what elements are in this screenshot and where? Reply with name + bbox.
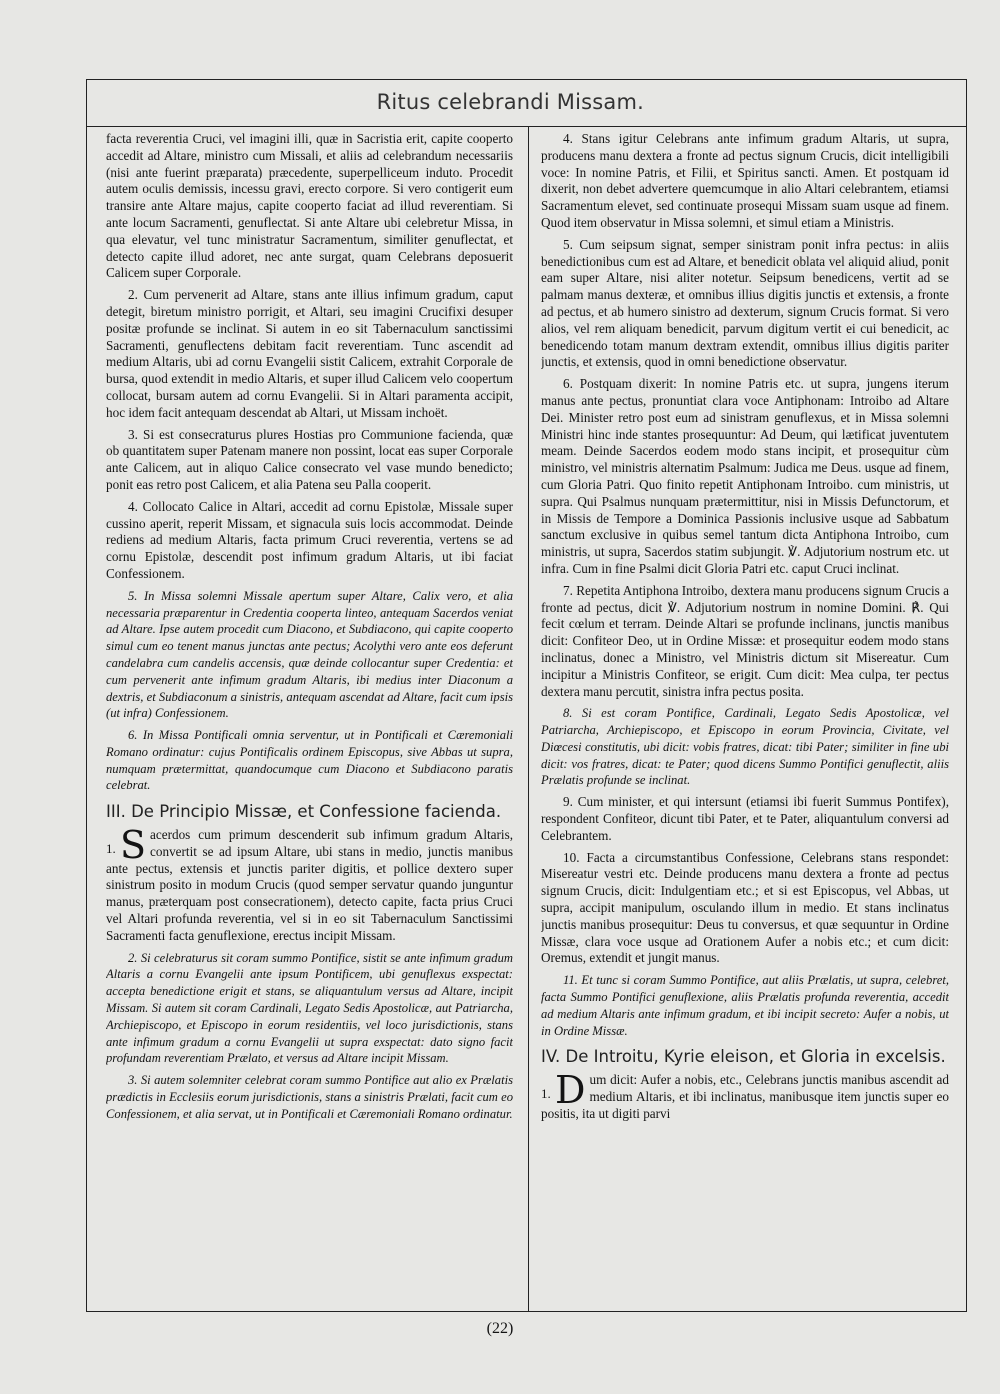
rubric-paragraph: 8. Si est coram Pontifice, Cardinali, Legato Sedis Apostolicæ, vel Patriarcha, Archiepiscopo, et Episcopo in eorum Provincia, Civitate, vel Diœcesi constitutis, ubi dicit: vobis fratres, dicat: tibi Pater; similiter in fine ubi dicit: vos fratres, dicat: te Pater; quod dicens Summo Pontifici genuflectit, aliis Prælatis profunde se inclinat. — [541, 706, 949, 788]
header-title: Ritus celebrandi Missam. — [376, 90, 644, 114]
paragraph: 3. Si est consecraturus plures Hostias pro Communione facienda, quæ ob quantitatem super Patenam manere non possint, locat eas super Corporale ante Calicem, aut in aliquo Calice consecrato vel vase mundo benedicto; ponit eas retro post Calicem, et alia Patena seu Palla cooperit. — [106, 426, 513, 492]
paragraph: 5. Cum seipsum signat, semper sinistram ponit infra pectus: in aliis benedictionibus cum est ad Altare, et benedicit oblata vel aliquid aliud, ponit eam super Altare, nisi aliter notetur. Seipsum benedicens, vertit ad se palmam manus dexteræ, et omnibus illius digitis junctis et extensis, a fronte ad pectus, et ab humero sinistro ad dexterum, signum Crucis format. Si vero alios, vel rem aliquam benedicit, parvum digitum vertit ei cui benedicit, ac benedicendo totam manum dextram extendit, omnibus illius digitis pariter junctis, et extensis, quod in omni benedictione observatur. — [541, 236, 949, 370]
rubric-paragraph: 6. In Missa Pontificali omnia serventur, ut in Pontificali et Cæremoniali Romano ordinatur: cujus Pontificalis ordinem Episcopus, sive Abbas ut supra, numquam prætermittat, quandocumque cum Diacono et Subdiacono paratis celebrat. — [106, 728, 513, 793]
rubric-paragraph: 5. In Missa solemni Missale apertum super Altare, Calix vero, et alia necessaria præparentur in Credentia cooperta linteo, antequam Sacerdos veniat ad Altare. Ipse autem procedit cum Diacono, et Subdiacono, qui capite cooperto simul cum eo tenent manus junctas ante pectus; Acolythi vero ante eos deferunt candelabra cum candelis accensis, quæ deinde collocantur super Credentia: et cum pervenerit ante infimum gradum Altaris, ibi medius inter Diaconum a dextris, et Subdiaconum a sinistris, antequam ascendat ad Altare, facit cum ipsis (ut infra) Confessionem. — [106, 588, 513, 721]
section-heading: III. De Principio Missæ, et Confessione facienda. — [106, 802, 502, 822]
right-column — [541, 131, 949, 1305]
section-first-paragraph — [106, 827, 513, 950]
drop-cap: S — [120, 827, 147, 868]
page-number: (22) — [486, 1320, 514, 1337]
section-first-paragraph — [541, 1072, 949, 1122]
rubric-paragraph: 2. Si celebraturus sit coram summo Pontifice, sistit se ante infimum gradum Altaris a cornu Evangelii ante ipsum Pontificem, ubi genuflexus exspectat: accepta benedictione erigit et stans, se aliquantulum versus ad Altare, incipit Missam. Si autem sit coram Cardinali, Legato Sedis Apostolicæ, aut Patriarcha, Archiepiscopo, et Episcopo in eorum residentiis, vel loco jurisdictionis, stans ante infimum gradum a cornu Evangelii ut supra exspectat: dato signo facit profundam reverentiam Prælato, et versus ad Altare incipit Missam. — [106, 950, 513, 1066]
paragraph: acerdos cum primum descenderit sub infimum gradum Altaris, convertit se ad ipsum Altare, ubi stans in medio, junctis manibus ante pectus, extensis et junctis pariter digitis, et pollice dextero super sinistrum posito in modum Crucis (quod semper servatur quando junguntur manus, præterquam post consecrationem), detecto capite, facta prius Cruci vel Altari profunda reverentia, vel si in eo sit Tabernaculum Sanctissimi Sacramenti facta genuflexione, erectus incipit Missam. — [106, 827, 513, 943]
column-divider — [528, 126, 529, 1311]
paragraph: 4. Stans igitur Celebrans ante infimum gradum Altaris, ut supra, producens manu dextera a fronte ad pectus signum Crucis, dicit intelligibili voce: In nomine Patris, et Filii, et Spiritus sancti. Amen. Et postquam id dixerit, non debet advertere quemcumque in alio Altari celebrantem, etiamsi Sacramentum elevet, sed continuate prosequi Missam suam usque ad finem. Quod item observatur in Missa solemni, et simul etiam a Ministris. — [541, 131, 949, 230]
paragraph: 6. Postquam dixerit: In nomine Patris etc. ut supra, jungens iterum manus ante pectus, pronuntiat clara voce Antiphonam: Introibo ad Altare Dei. Minister retro post eum ad sinistram genuflexus, et in Missa solemni Ministri hinc inde stantes prosequuntur: Ad Deum, qui lætificat juventutem meam. Deinde Sacerdos eodem modo stans incipit, et prosequitur cùm ministro, vel ministris alternatim Psalmum: Judica me Deus. usque ad finem, cum Gloria Patri. Quo finito repetit Antiphonam Introibo. cum ministris, ut supra. Qui Psalmus nunquam prætermittitur, nisi in Missis Defunctorum, et in Missis de Tempore a Dominica Passionis inclusive usque ad Sabbatum sanctum exclusive in quibus semel tantum dicta Antiphona Introibo, cum ministris, ut supra, Sacerdos statim subjungit. ℣. Adjutorium nostrum etc. ut infra. Cum in fine Psalmi dicit Gloria Patri etc. caput Cruci inclinat. — [541, 376, 949, 576]
paragraph: 10. Facta a circumstantibus Confessione, Celebrans stans respondet: Misereatur vestri etc. Deinde producens manu dextera a fronte ad pectus signum Crucis, dicit: Indulgentiam etc.; et si est Episcopus, vel Abbas, ut supra, accipit manipulum, osculando illum in medio. Et stans inclinatus junctis manibus prosequitur: Deus tu conversus, et quæ sequuntur in Ordine Missæ, clara voce usque ad Orationem Aufer a nobis etc.; et cum dicit: Oremus, extendit et jungit manus. — [541, 849, 949, 966]
paragraph: facta reverentia Cruci, vel imagini illi, quæ in Sacristia erit, capite cooperto accedit ad Altare, ministro cum Missali, et aliis ad celebrandum necessariis (nisi ante fuerint præparata) præcedente, superpelliceum induto. Procedit autem oculis demissis, incessu gravi, erecto corpore. Si vero contigerit eum transire ante Altare majus, capite cooperto faciat ad illud reverentiam. Si ante locum Sacramenti, genuflectat. Si ante Altare ubi celebretur Missa, in qua elevatur, vel tunc ministratur Sacramentum, similiter genuflectat, et detecto capite illud adoret, nec ante surgat, quam Celebrans deposuerit Calicem super Corporale. — [106, 131, 513, 281]
paragraph-number: 1. — [541, 1086, 551, 1102]
paragraph-number: 1. — [106, 841, 116, 857]
paragraph: 9. Cum minister, et qui intersunt (etiamsi ibi fuerit Summus Pontifex), respondent Confiteor, dicunt tibi Pater, et te Pater, aliquantulum conversi ad Celebrantem. — [541, 794, 949, 843]
rubric-paragraph: 3. Si autem solemniter celebrat coram summo Pontifice aut alio ex Prælatis prædictis in Ecclesiis eorum jurisdictionis, stans a sinistris Prælati, facit cum eo Confessionem, et alia servat, ut in Pontificali et Cæremoniali Romano ordinatur. — [106, 1073, 513, 1121]
page-frame — [86, 79, 967, 1312]
rubric-paragraph: 11. Et tunc si coram Summo Pontifice, aut aliis Prælatis, ut supra, celebret, facta Summo Pontifici genuflexione, aliis Prælatis profunda reverentia, accedit ad medium Altaris ante infimum gradum, et ibi incipit secreto: Aufer a nobis, ut in Ordine Missæ. — [541, 973, 949, 1038]
section-heading: IV. De Introitu, Kyrie eleison, et Gloria in excelsis. — [541, 1047, 946, 1067]
paragraph: 7. Repetita Antiphona Introibo, dextera manu producens signum Crucis a fronte ad pectus, dicit ℣. Adjutorium nostrum in nomine Domini. ℟. Qui fecit cœlum et terram. Deinde Altari se profunde inclinans, junctis manibus dicit: Confiteor Deo, ut in Ordine Missæ: et prosequitur eodem modo stans inclinatus, donec a Ministro, vel Ministris dictum sit Misereatur. Cum incipitur a Ministris Confiteor, se erigit. Cum dicit: Mea culpa, ter pectus dextera manu percutit, sinistra infra pectus posita. — [541, 582, 949, 699]
running-header — [87, 80, 966, 127]
paragraph: um dicit: Aufer a nobis, etc., Celebrans junctis manibus ascendit ad medium Altaris, et ibi inclinatus, manibusque item junctis super eo positis, ita ut digiti parvi — [541, 1072, 949, 1121]
paragraph: 4. Collocato Calice in Altari, accedit ad cornu Epistolæ, Missale super cussino aperit, reperit Missam, et signacula suis locis accommodat. Deinde rediens ad medium Altaris, facta primum Cruci reverentia, vertens se ad cornu Epistolæ, descendit post infimum gradum Altaris, ut ibi faciat Confessionem. — [106, 498, 513, 581]
paragraph: 2. Cum pervenerit ad Altare, stans ante illius infimum gradum, caput detegit, biretum ministro porrigit, et Altari, seu imagini Crucifixi desuper positæ profunde se inclinat. Si autem in eo sit Tabernaculum sanctissimi Sacramenti, genuflectens debitam facit reverentiam. Tunc ascendit ad medium Altaris, ubi ad cornu Evangelii sistit Calicem, extrahit Corporale de bursa, quod extendit in medio Altaris, et super illud Calicem velo coopertum collocat, bursam autem ad cornu Evangelii. Si in Altari paramenta accipit, hoc idem facit antequam descendat ab Altari, ut Missam inchoët. — [106, 287, 513, 420]
drop-cap: D — [555, 1072, 586, 1113]
left-column — [106, 131, 513, 1305]
